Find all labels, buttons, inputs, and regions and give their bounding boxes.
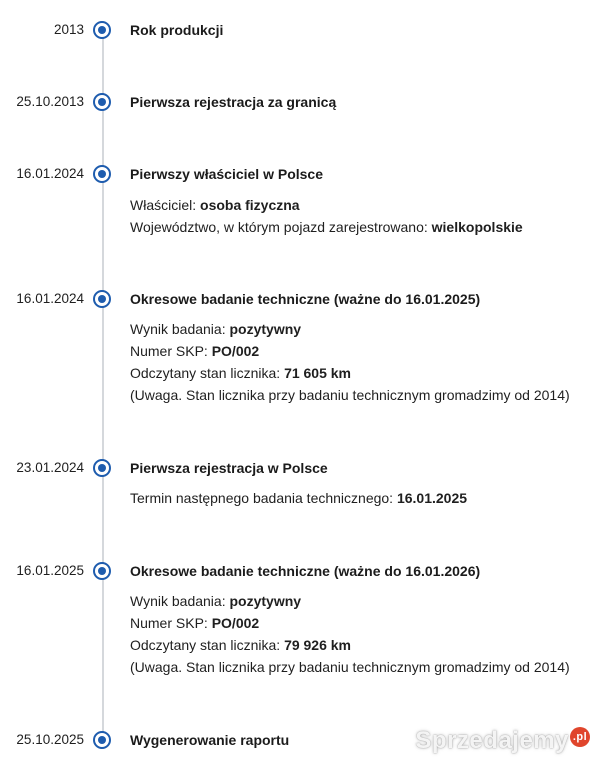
timeline-dot-icon <box>93 165 111 183</box>
event-details <box>130 194 523 238</box>
detail-result: Wynik badania: pozytywny <box>130 593 302 609</box>
event-date: 25.10.2025 <box>16 732 84 747</box>
detail-owner: Właściciel: osoba fizyczna <box>130 197 300 213</box>
event-title: Pierwsza rejestracja za granicą <box>130 94 337 110</box>
timeline-line <box>102 28 104 742</box>
event-details <box>130 590 570 678</box>
detail-odometer: Odczytany stan licznika: 79 926 km <box>130 637 352 653</box>
event-title: Pierwsza rejestracja w Polsce <box>130 460 328 476</box>
detail-note: (Uwaga. Stan licznika przy badaniu technicznym gromadzimy od 2014) <box>130 659 570 675</box>
timeline-dot-icon <box>93 21 111 39</box>
event-title: Pierwszy właściciel w Polsce <box>130 166 323 182</box>
detail-odometer: Odczytany stan licznika: 71 605 km <box>130 365 352 381</box>
detail-skp-number: Numer SKP: PO/002 <box>130 615 260 631</box>
timeline-dot-icon <box>93 562 111 580</box>
event-title: Okresowe badanie techniczne (ważne do 16.01.2025) <box>130 291 481 307</box>
event-title: Rok produkcji <box>130 22 224 38</box>
detail-next-inspection: Termin następnego badania technicznego: 16.01.2025 <box>130 490 468 506</box>
timeline-dot-icon <box>93 290 111 308</box>
detail-voivodeship: Województwo, w którym pojazd zarejestrowano: wielkopolskie <box>130 219 523 235</box>
event-date: 16.01.2024 <box>16 166 84 181</box>
detail-result: Wynik badania: pozytywny <box>130 321 302 337</box>
sprzedajemy-watermark-logo: Sprzedajemy .pl <box>415 727 590 755</box>
timeline-dot-icon <box>93 731 111 749</box>
event-date: 2013 <box>53 22 84 37</box>
event-date: 23.01.2024 <box>16 460 84 475</box>
detail-note: (Uwaga. Stan licznika przy badaniu technicznym gromadzimy od 2014) <box>130 387 570 403</box>
timeline-dot-icon <box>93 459 111 477</box>
event-details <box>130 318 570 406</box>
event-details <box>130 487 467 509</box>
timeline-dot-icon <box>93 93 111 111</box>
event-title: Wygenerowanie raportu <box>130 732 290 748</box>
event-date: 16.01.2025 <box>16 563 84 578</box>
event-date: 16.01.2024 <box>16 291 84 306</box>
event-title: Okresowe badanie techniczne (ważne do 16.01.2026) <box>130 563 481 579</box>
detail-skp-number: Numer SKP: PO/002 <box>130 343 260 359</box>
event-date: 25.10.2013 <box>16 94 84 109</box>
